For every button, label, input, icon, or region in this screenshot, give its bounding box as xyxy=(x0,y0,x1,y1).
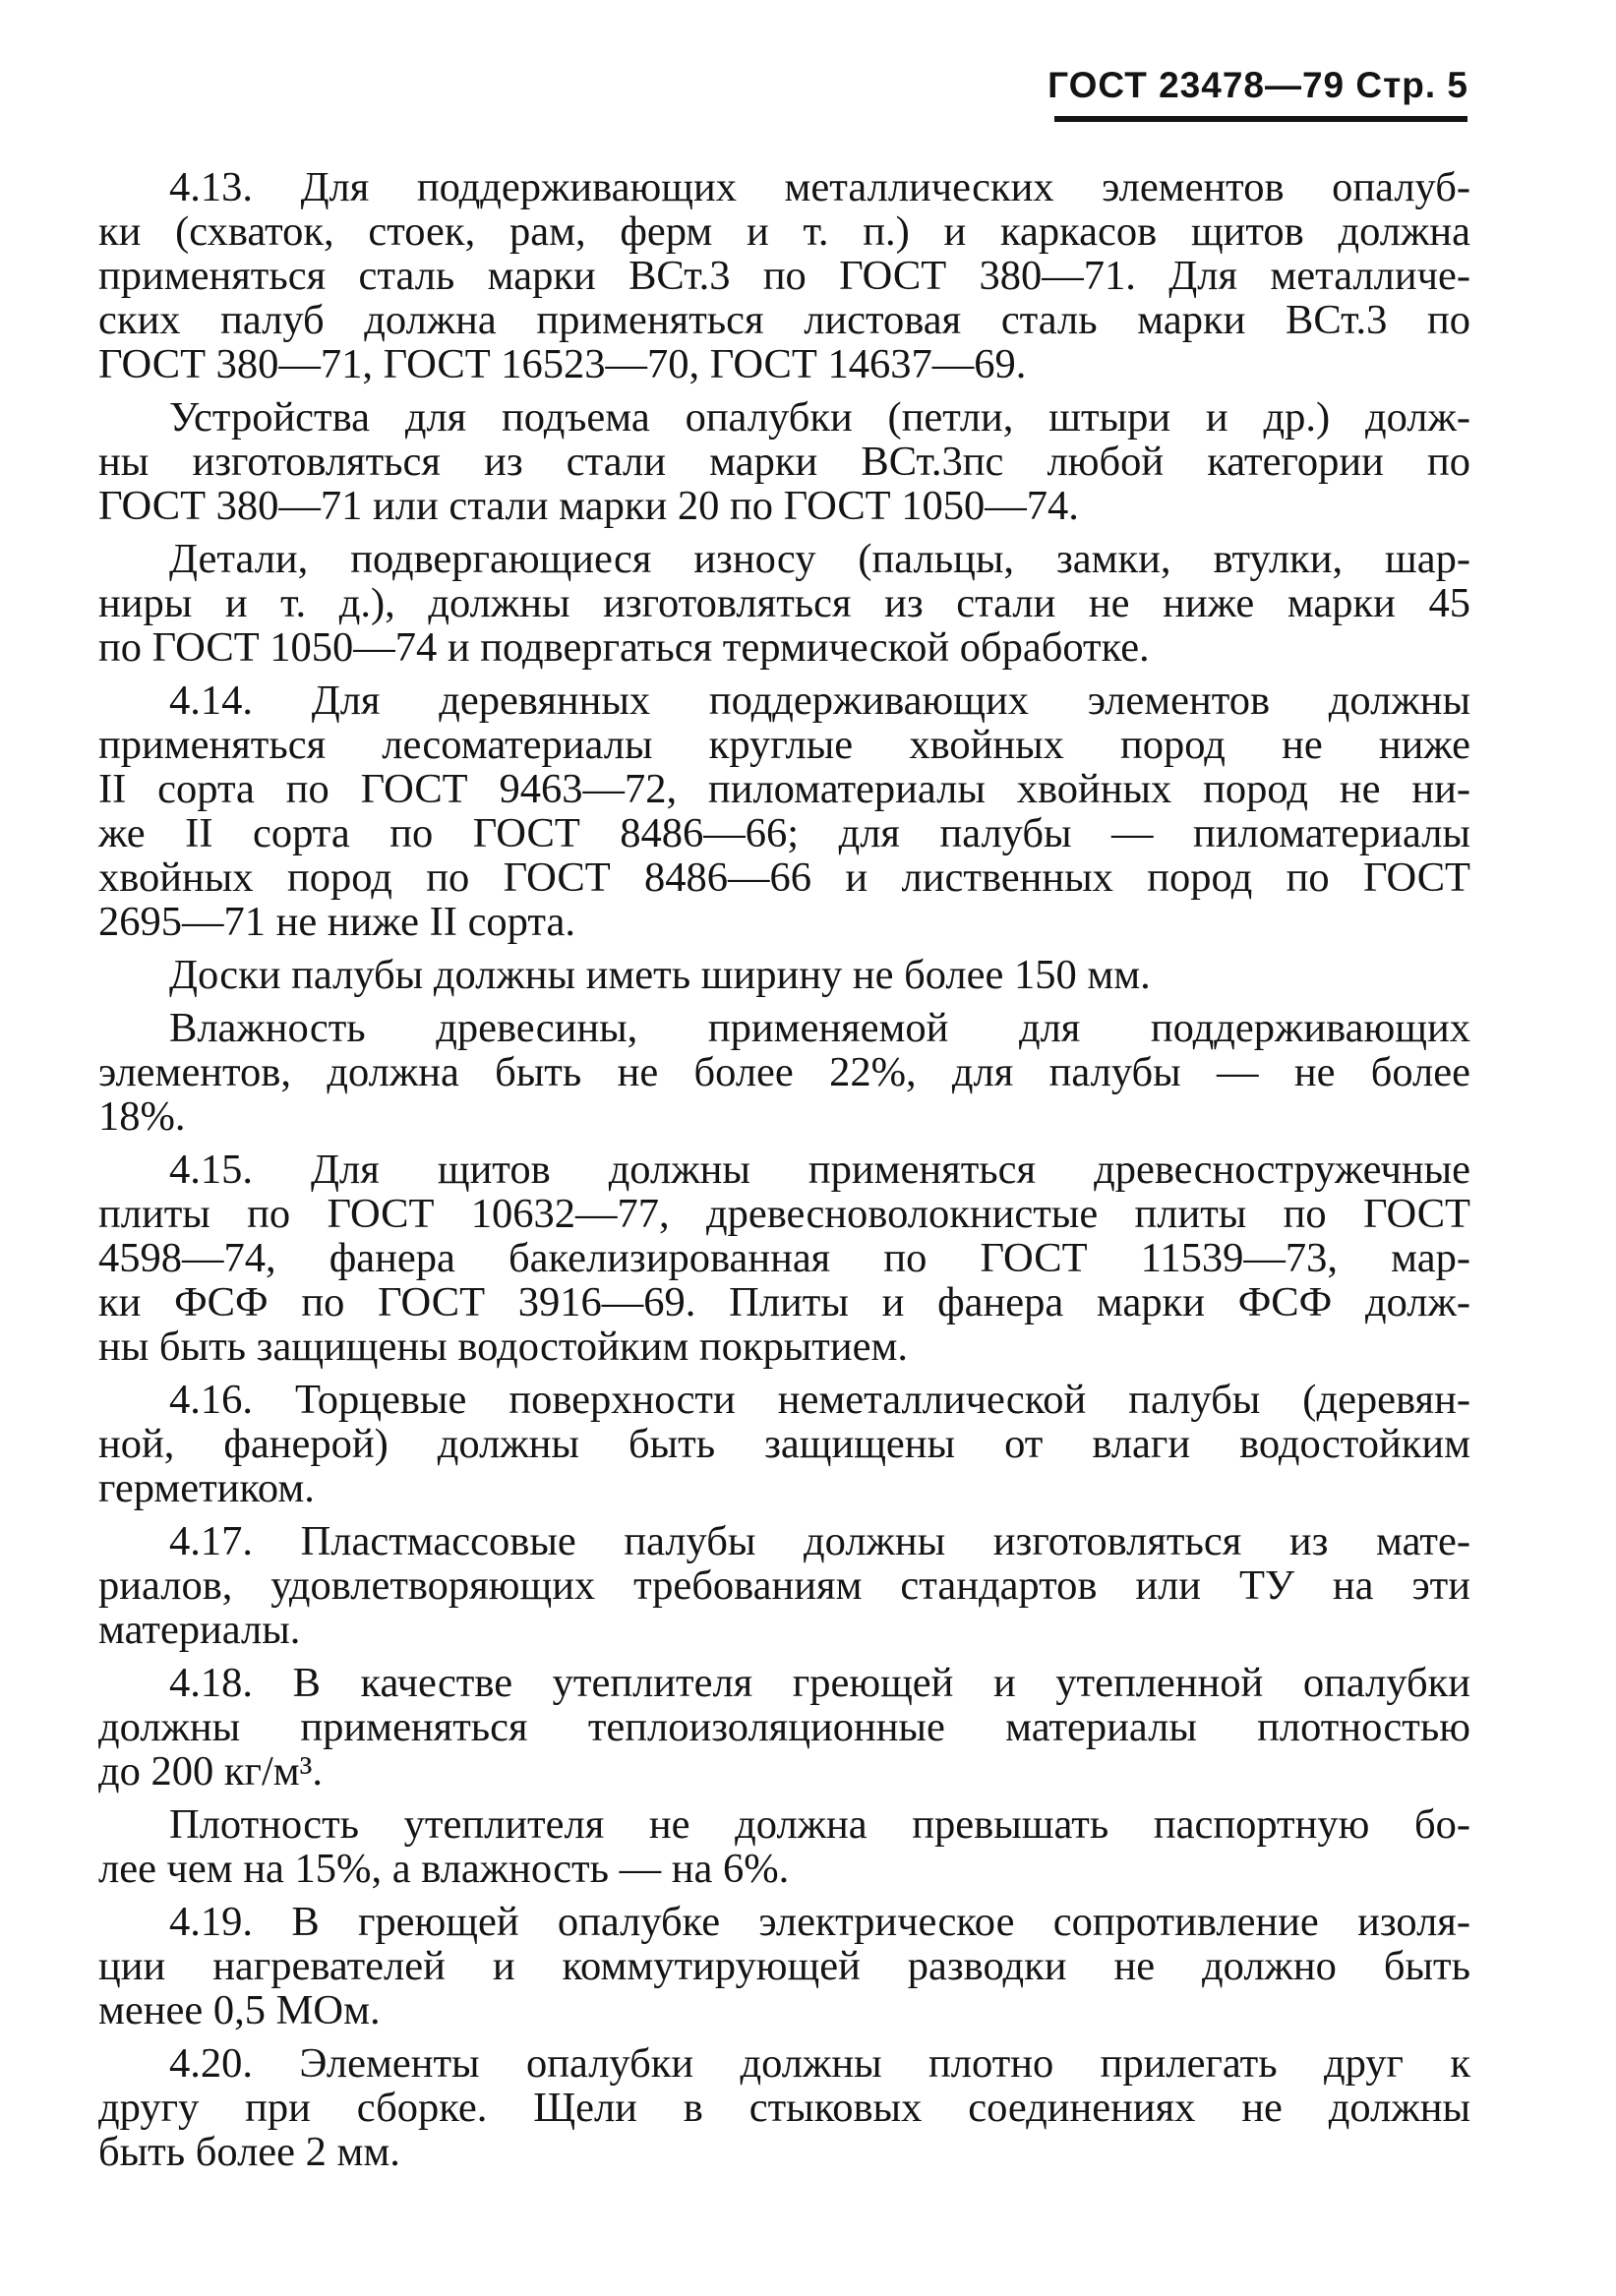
text-line: герметиком. xyxy=(98,1465,315,1511)
paragraph xyxy=(98,1378,1470,1510)
text-line: ции нагревателей и коммутирующей разводки не должно быть xyxy=(98,1943,1470,1989)
text-line: хвойных пород по ГОСТ 8486—66 и лиственных пород по ГОСТ xyxy=(98,854,1470,901)
text-line: лее чем на 15%, а влажность — на 6%. xyxy=(98,1846,790,1892)
text-line: Детали, подвергающиеся износу (пальцы, замки, втулки, шар- xyxy=(169,536,1470,582)
paragraph xyxy=(98,953,1470,997)
text-line: Влажность древесины, применяемой для поддерживающих xyxy=(169,1005,1470,1051)
text-line: ки ФСФ по ГОСТ 3916—69. Плиты и фанера марки ФСФ долж- xyxy=(98,1279,1470,1325)
text-line: Устройства для подъема опалубки (петли, штыри и др.) долж- xyxy=(169,394,1470,441)
text-line: ны быть защищены водостойким покрытием. xyxy=(98,1324,908,1370)
text-line: 4.18. В качестве утеплителя греющей и утепленной опалубки xyxy=(169,1660,1470,1706)
text-line: материалы. xyxy=(98,1607,301,1653)
text-line: до 200 кг/м³. xyxy=(98,1748,324,1795)
paragraph xyxy=(98,2041,1470,2174)
text-line: 4.15. Для щитов должны применяться древесностружечные xyxy=(169,1147,1470,1193)
paragraph xyxy=(98,1519,1470,1652)
text-line: 4.16. Торцевые поверхности неметаллической палубы (деревян- xyxy=(169,1377,1470,1423)
text-line: 4.14. Для деревянных поддерживающих элементов должны xyxy=(169,677,1470,724)
paragraph xyxy=(98,395,1470,528)
paragraph xyxy=(98,1661,1470,1794)
text-line: Плотность утеплителя не должна превышать паспортную бо- xyxy=(169,1801,1470,1848)
text-line: риалов, удовлетворяющих требованиям стандартов или ТУ на эти xyxy=(98,1562,1470,1609)
paragraph xyxy=(98,1900,1470,2032)
page-header: ГОСТ 23478—79 Стр. 5 xyxy=(1047,65,1468,105)
text-line: элементов, должна быть не более 22%, для палубы — не более xyxy=(98,1049,1470,1095)
text-line: ки (схваток, стоек, рам, ферм и т. п.) и каркасов щитов должна xyxy=(98,208,1470,255)
text-line: ГОСТ 380—71 или стали марки 20 по ГОСТ 1050—74. xyxy=(98,483,1079,529)
text-line: Доски палубы должны иметь ширину не более 150 мм. xyxy=(169,952,1151,998)
text-line: ны изготовляться из стали марки ВСт.3пс любой категории по xyxy=(98,439,1470,485)
paragraph xyxy=(98,1148,1470,1369)
text-line: плиты по ГОСТ 10632—77, древесноволокнистые плиты по ГОСТ xyxy=(98,1191,1470,1237)
text-line: 4.19. В греющей опалубке электрическое сопротивление изоля- xyxy=(169,1899,1470,1945)
text-line: 4.17. Пластмассовые палубы должны изготовляться из мате- xyxy=(169,1518,1470,1564)
text-line: быть более 2 мм. xyxy=(98,2129,400,2175)
text-line: применяться сталь марки ВСт.3 по ГОСТ 380—71. Для металличе- xyxy=(98,253,1470,299)
text-line: по ГОСТ 1050—74 и подвергаться термической обработке. xyxy=(98,624,1150,671)
text-line: 2695—71 не ниже II сорта. xyxy=(98,899,575,945)
document-body xyxy=(98,165,1470,2183)
text-line: должны применяться теплоизоляционные материалы плотностью xyxy=(98,1704,1470,1750)
text-line: же II сорта по ГОСТ 8486—66; для палубы — пиломатериалы xyxy=(98,810,1470,856)
text-line: 4598—74, фанера бакелизированная по ГОСТ 11539—73, мар- xyxy=(98,1235,1470,1281)
text-line: ских палуб должна применяться листовая сталь марки ВСт.3 по xyxy=(98,297,1470,343)
text-line: другу при сборке. Щели в стыковых соединениях не должны xyxy=(98,2085,1470,2131)
paragraph xyxy=(98,1006,1470,1139)
text-line: II сорта по ГОСТ 9463—72, пиломатериалы хвойных пород не ни- xyxy=(98,766,1470,812)
paragraph xyxy=(98,165,1470,386)
text-line: 4.13. Для поддерживающих металлических элементов опалуб- xyxy=(169,164,1470,210)
text-line: 18%. xyxy=(98,1093,186,1140)
text-line: 4.20. Элементы опалубки должны плотно прилегать друг к xyxy=(169,2040,1470,2087)
text-line: ниры и т. д.), должны изготовляться из стали не ниже марки 45 xyxy=(98,580,1470,626)
text-line: ной, фанерой) должны быть защищены от влаги водостойким xyxy=(98,1421,1470,1467)
paragraph xyxy=(98,537,1470,670)
paragraph xyxy=(98,1802,1470,1891)
header-rule xyxy=(1054,116,1467,122)
paragraph xyxy=(98,678,1470,944)
text-line: ГОСТ 380—71, ГОСТ 16523—70, ГОСТ 14637—69. xyxy=(98,341,1027,387)
text-line: применяться лесоматериалы круглые хвойных пород не ниже xyxy=(98,722,1470,768)
text-line: менее 0,5 МОм. xyxy=(98,1987,381,2033)
